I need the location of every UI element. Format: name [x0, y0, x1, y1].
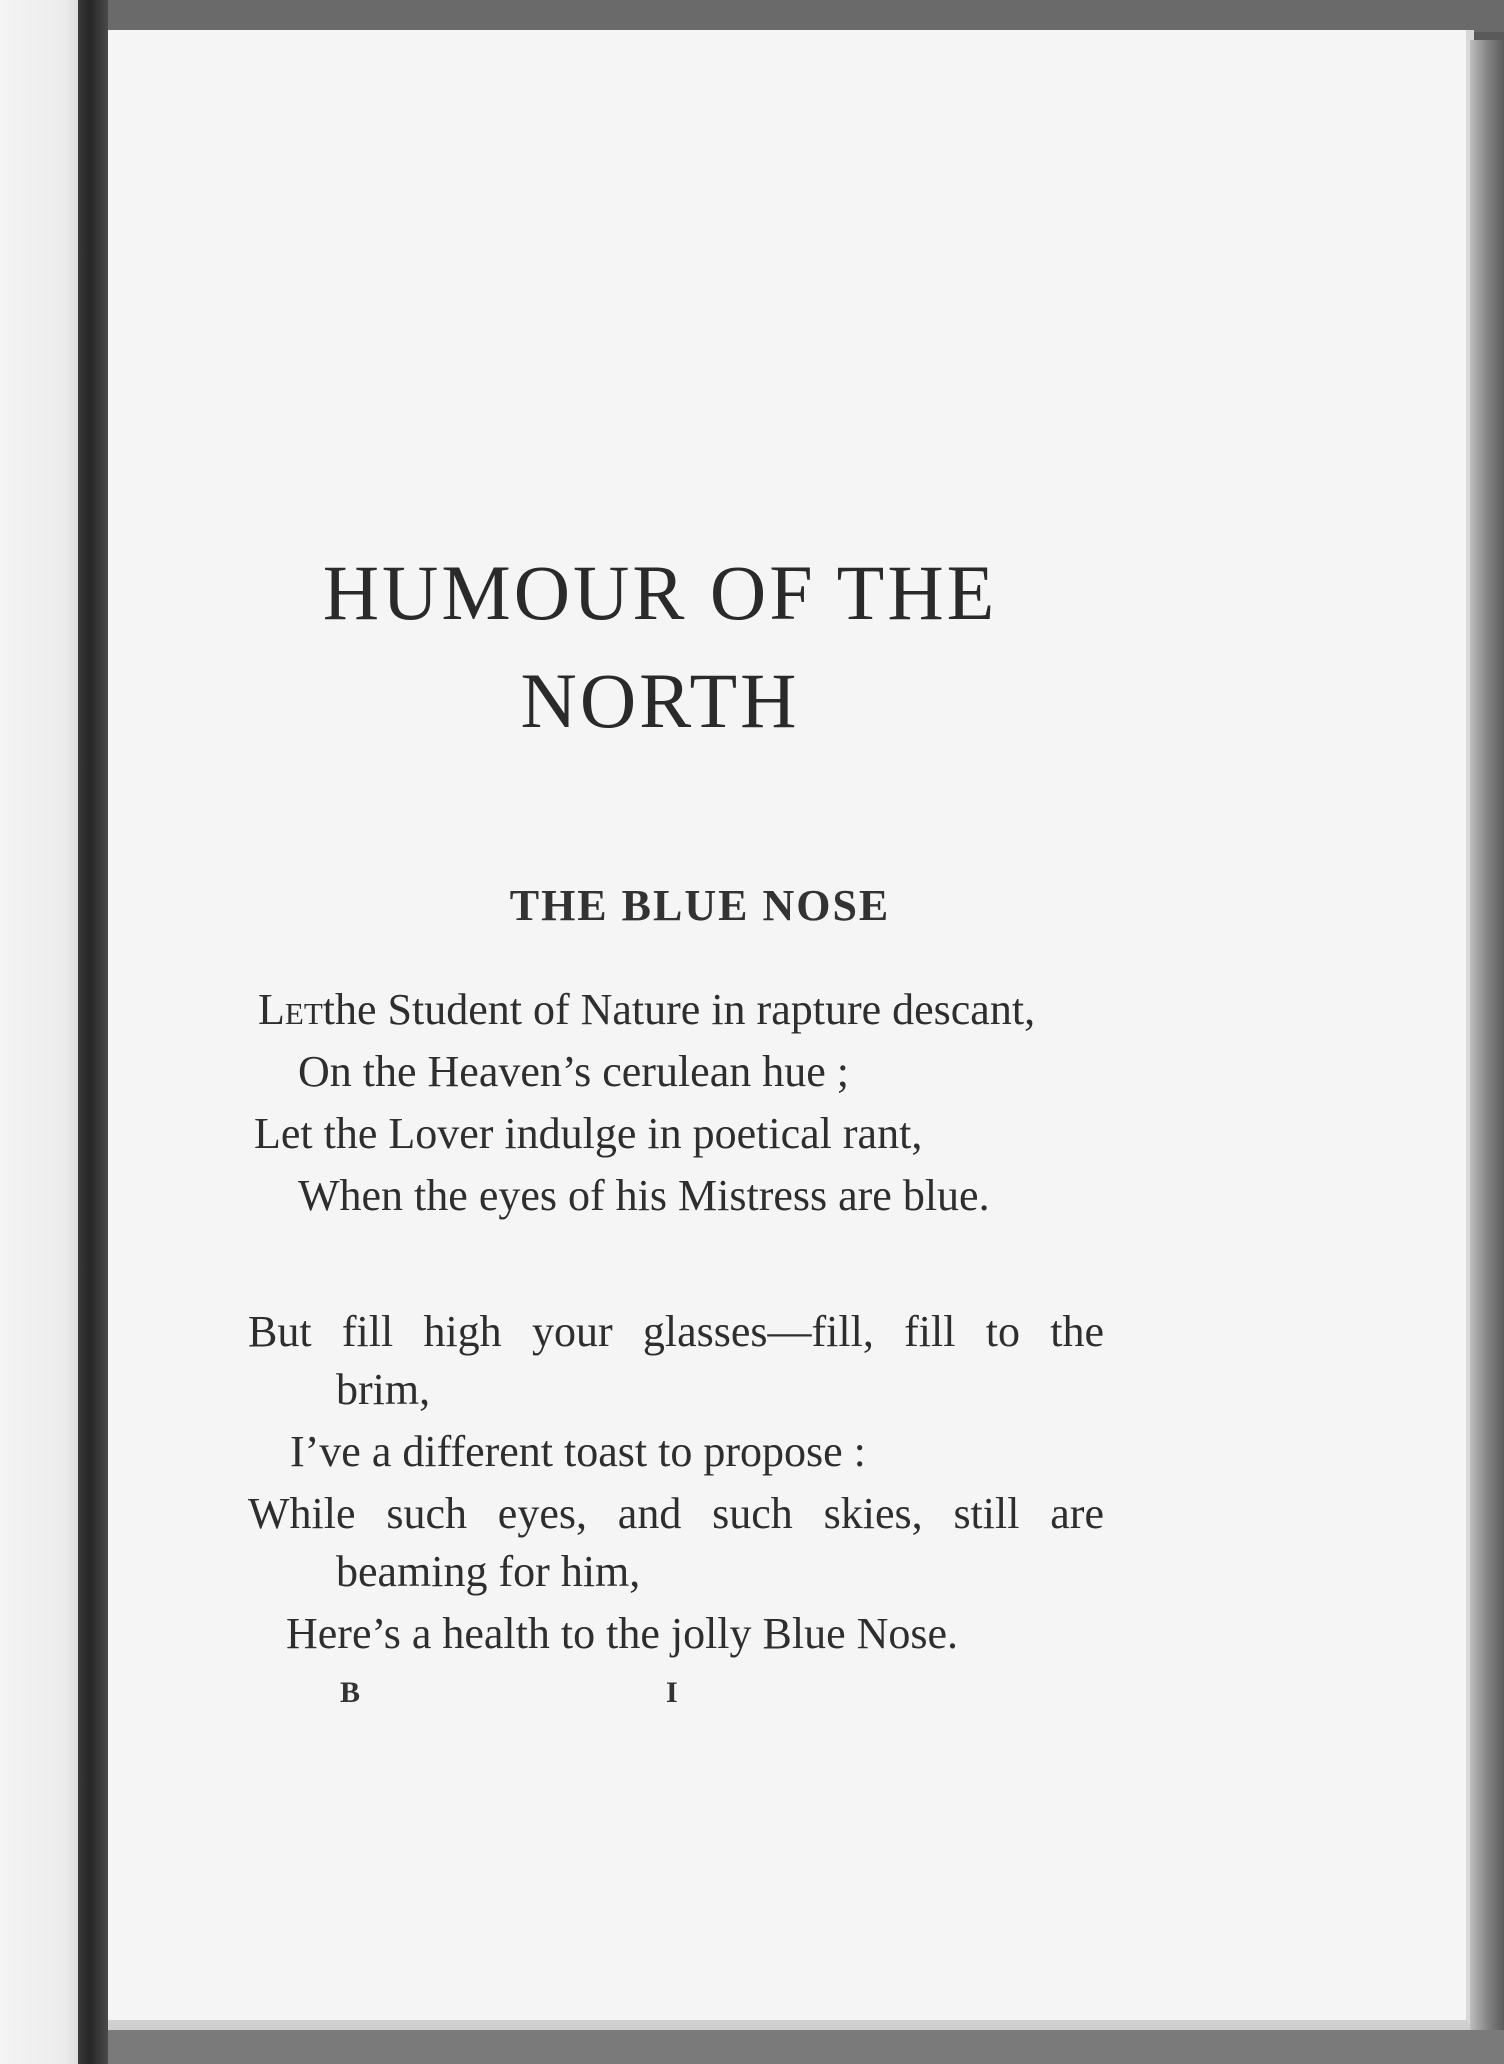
page-stack-edge	[1470, 40, 1504, 2064]
stanza-1-line-4: When the eyes of his Mistress are blue.	[298, 1171, 990, 1220]
signature-mark: B	[340, 1676, 361, 1709]
stanza-2-line-1: But fill high your glasses—fill, fill to the	[248, 1307, 1104, 1356]
stanza-1-line-2: On the Heaven’s cerulean hue ;	[298, 1047, 849, 1096]
opening-small-caps-word: Let	[258, 985, 323, 1034]
stanza-1-line-1	[258, 984, 1035, 1035]
stanza-2-line-3-continuation: beaming for him,	[336, 1547, 641, 1596]
section-title-line-2: NORTH	[520, 657, 800, 744]
stanza-2-line-3: While such eyes, and such skies, still are	[248, 1489, 1104, 1538]
book-gutter	[78, 0, 108, 2064]
section-title-line-1: HUMOUR OF THE	[322, 549, 998, 636]
stanza-2-line-2: I’ve a different toast to propose :	[290, 1427, 866, 1476]
stanza-1-line-1-text: the Student of Nature in rapture descant,	[322, 985, 1036, 1034]
poem-title: THE BLUE NOSE	[509, 881, 891, 930]
stanza-2-line-4: Here’s a health to the jolly Blue Nose.	[286, 1609, 959, 1658]
scan-top-border	[104, 0, 1504, 32]
stanza-2-line-1-continuation: brim,	[336, 1365, 431, 1414]
stanza-1-line-3: Let the Lover indulge in poetical rant,	[254, 1109, 923, 1158]
page-number: I	[666, 1676, 678, 1709]
scan-bottom-border	[104, 2030, 1504, 2064]
